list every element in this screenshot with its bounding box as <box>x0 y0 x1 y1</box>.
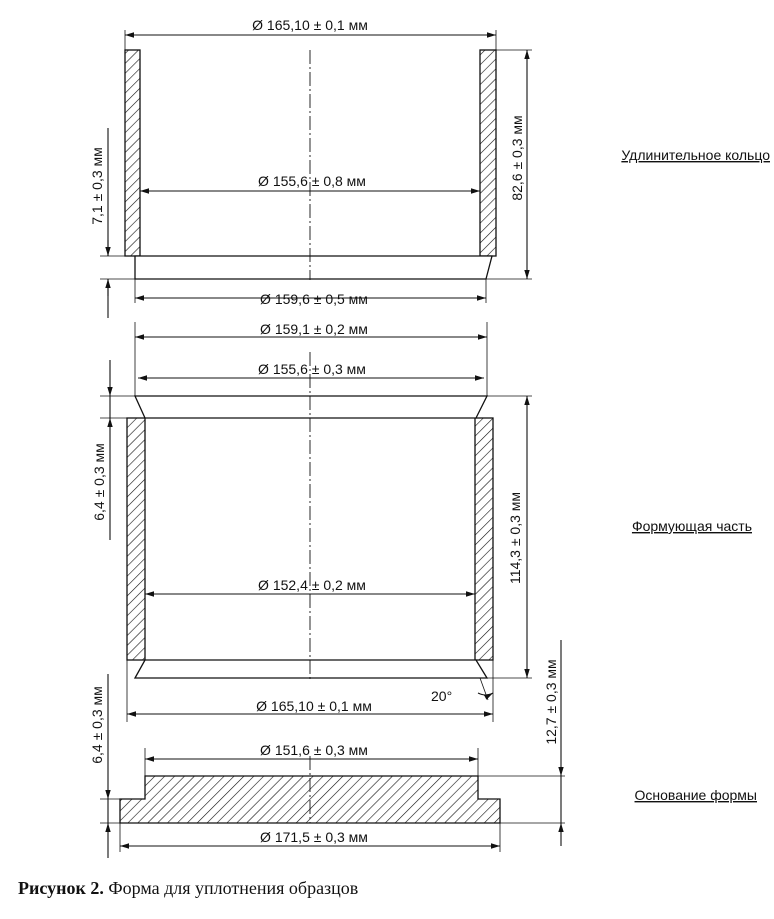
mold-top-outer-diameter-text: Ø 159,1 ± 0,2 мм <box>260 321 368 337</box>
base-bottom-diameter-text: Ø 171,5 ± 0,3 мм <box>260 829 368 845</box>
mold-body <box>91 321 752 722</box>
ring-left-wall <box>125 50 140 256</box>
ring-outer-diameter-text: Ø 165,10 ± 0,1 мм <box>252 17 368 33</box>
figure-caption-text: Форма для уплотнения образцов <box>108 878 359 898</box>
mold-left-wall <box>127 418 145 660</box>
ring-collar-text: 7,1 ± 0,3 мм <box>89 147 105 225</box>
mold-outer-diameter-text: Ø 165,10 ± 0,1 мм <box>256 698 372 714</box>
mold-bottom-collar <box>135 660 487 678</box>
figure-caption <box>18 878 358 899</box>
mold-label: Формующая часть <box>631 518 752 534</box>
base-label: Основание формы <box>634 787 757 803</box>
base-step-text: 6,4 ± 0,3 мм <box>89 686 105 764</box>
mold-angle-text: 20° <box>431 688 453 704</box>
ring-bottom-diameter-text: Ø 159,6 ± 0,5 мм <box>260 291 368 307</box>
ring-right-wall <box>480 50 496 256</box>
extension-ring <box>89 17 770 318</box>
mold-right-wall <box>475 418 493 660</box>
base-top-diameter-text: Ø 151,6 ± 0,3 мм <box>260 742 368 758</box>
mold-collar-text: 6,4 ± 0,3 мм <box>91 443 107 521</box>
ring-label: Удлинительное кольцо <box>621 147 770 163</box>
mold-top-inner-diameter-text: Ø 155,6 ± 0,3 мм <box>258 361 366 377</box>
mold-height-text: 114,3 ± 0,3 мм <box>507 491 523 585</box>
ring-inner-diameter-text: Ø 155,6 ± 0,8 мм <box>258 173 366 189</box>
base-height-text: 12,7 ± 0,3 мм <box>543 659 559 745</box>
figure-caption-number: Рисунок 2. <box>18 878 104 898</box>
mold-inner-diameter-text: Ø 152,4 ± 0,2 мм <box>258 577 366 593</box>
mold-top-collar <box>135 396 487 418</box>
ring-height-text: 82,6 ± 0,3 мм <box>509 115 525 201</box>
ring-collar <box>135 256 492 279</box>
